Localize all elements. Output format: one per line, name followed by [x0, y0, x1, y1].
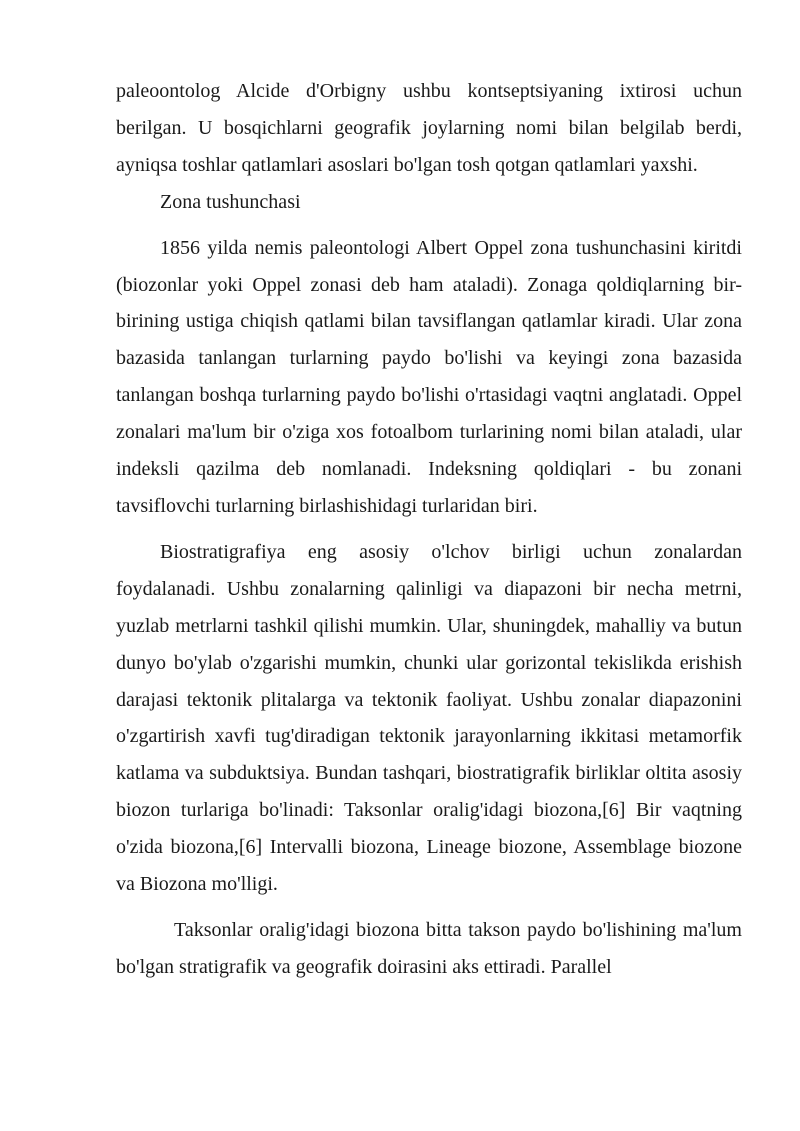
paragraph-biostratigraphy: Biostratigrafiya eng asosiy o'lchov birligi uchun zonalardan foydalanadi. Ushbu zonalarning qalinligi va diapazoni bir necha metrni, yuzlab metrlarni tashkil qilishi mumkin. Ular, shuningdek, mahalliy va butun dunyo bo'ylab o'zgarishi mumkin, chunki ular gorizontal tekislikda erishish darajasi tektonik plitalarga va tektonik faoliyat. Ushbu zonalar diapazonini o'zgartirish xavfi tug'diradigan tektonik jarayonlarning ikkitasi metamorfik katlama va subduktsiya. Bundan tashqari, biostratigrafik birliklar oltita asosiy biozon turlariga bo'linadi: Taksonlar oralig'idagi biozona,[6] Bir vaqtning o'zida biozona,[6] Intervalli biozona, Lineage biozone, Assemblage biozone va Biozona mo'lligi. [116, 540, 742, 896]
paragraph-zone-concept: 1856 yilda nemis paleontologi Albert Oppel zona tushunchasini kiritdi (biozonlar yoki Oppel zonasi deb ham ataladi). Zonaga qoldiqlarning bir-birining ustiga chiqish qatlami bilan tavsiflangan qatlamlar kiradi. Ular zona bazasida tanlangan turlarning paydo bo'lishi va keyingi zona bazasida tanlangan boshqa turlarning paydo bo'lishi o'rtasidagi vaqtni anglatadi. Oppel zonalari ma'lum bir o'ziga xos fotoalbom turlarining nomi bilan ataladi, ular indeksli qazilma deb nomlanadi. Indeksning qoldiqlari - bu zonani tavsiflovchi turlarning birlashishidagi turlaridan biri. [116, 236, 742, 517]
section-heading: Zona tushunchasi [160, 190, 301, 213]
document-page [116, 73, 742, 986]
paragraph-continuation: paleoontolog Alcide d'Orbigny ushbu kontseptsiyaning ixtirosi uchun berilgan. U bosqichlarni geografik joylarning nomi bilan belgilab berdi, ayniqsa toshlar qatlamlari asoslari bo'lgan tosh qotgan qatlamlari yaxshi. [116, 80, 742, 176]
paragraph-taxon-range: Taksonlar oralig'idagi biozona bitta takson paydo bo'lishining ma'lum bo'lgan stratigrafik va geografik doirasini aks ettiradi. Parallel [116, 918, 742, 978]
